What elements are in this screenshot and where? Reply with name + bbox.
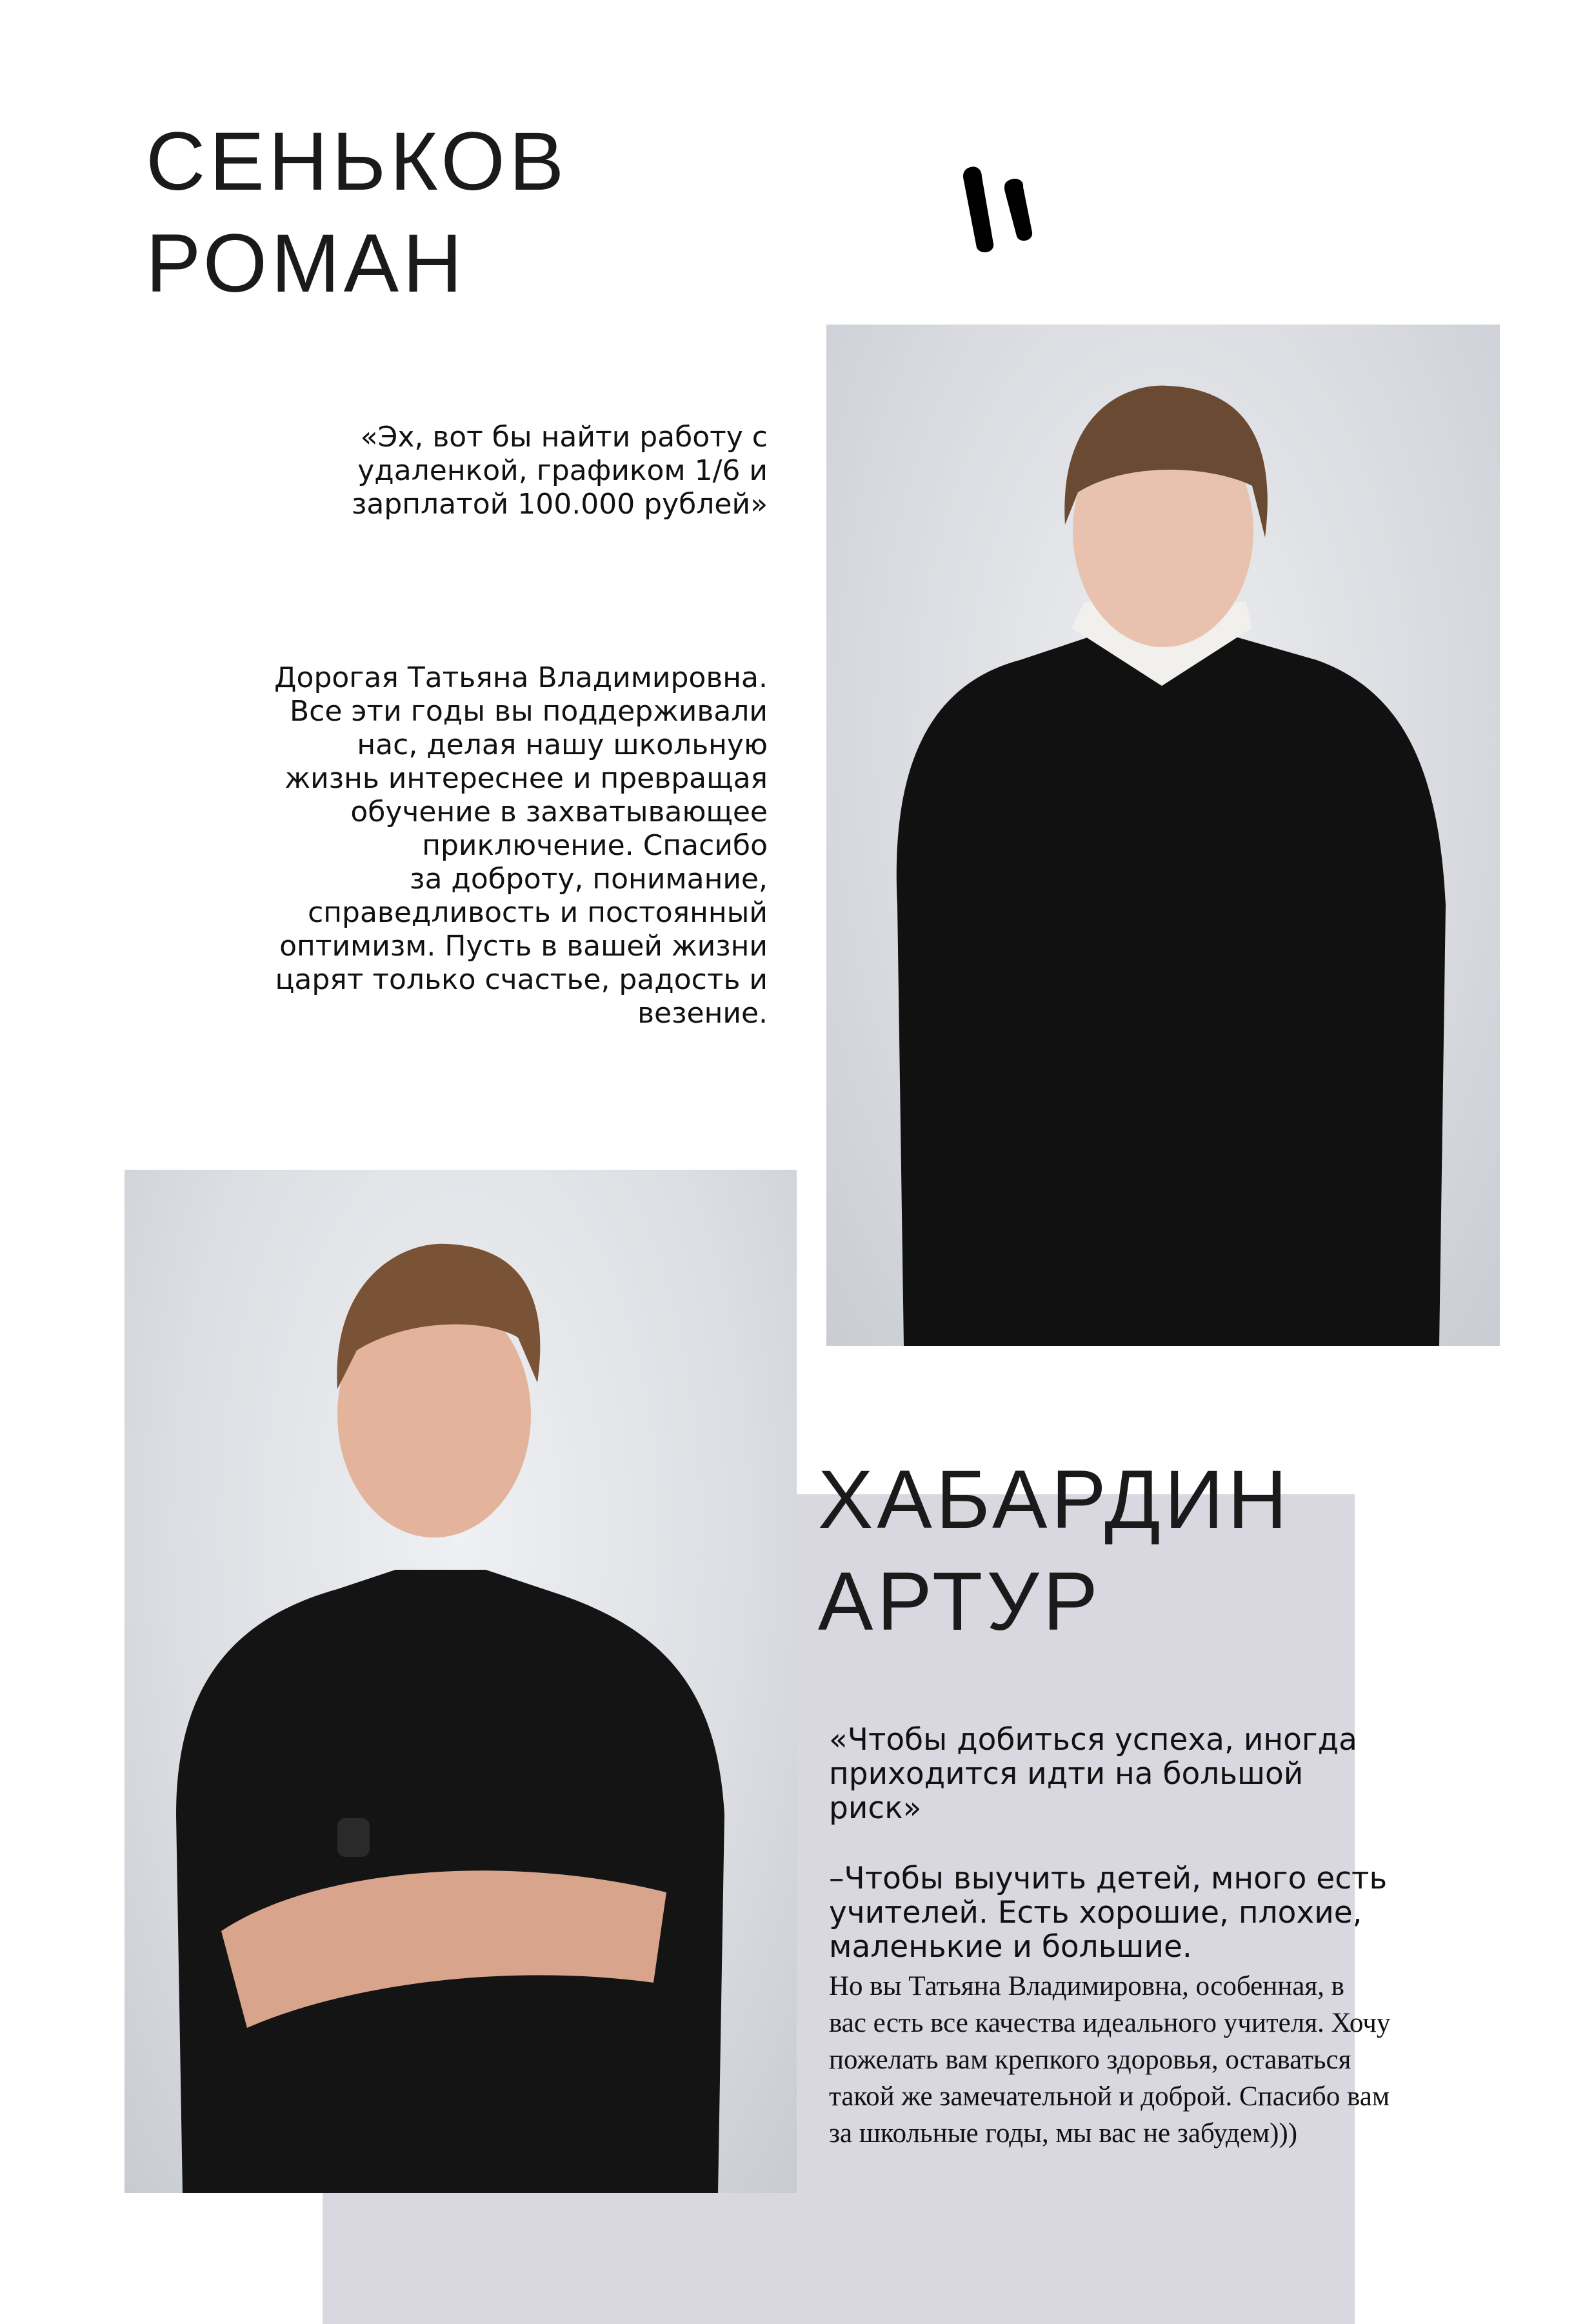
person1-letter bbox=[161, 661, 768, 1030]
letter-line: справедливость и постоянный bbox=[308, 896, 768, 929]
message-line: –Чтобы выучить детей, много есть bbox=[829, 1861, 1388, 1896]
letter-line: обучение в захватывающее bbox=[350, 796, 768, 828]
quote-mark-icon bbox=[955, 161, 1045, 258]
quote-line: «Чтобы добиться успеха, иногда bbox=[829, 1722, 1357, 1758]
photo-senkov-roman bbox=[826, 325, 1500, 1346]
name-line: ХАБАРДИН bbox=[818, 1454, 1291, 1546]
person2-message bbox=[829, 1861, 1474, 1964]
letter-line: приключение. Спасибо bbox=[422, 829, 768, 862]
quote-line: удаленкой, графиком 1/6 и bbox=[357, 454, 768, 487]
person2-message-serif bbox=[829, 1968, 1506, 2152]
message-line: Но вы Татьяна Владимировна, особенная, в bbox=[829, 1971, 1344, 2001]
photo-khabardin-artur bbox=[125, 1170, 797, 2193]
letter-line: Все эти годы вы поддерживали bbox=[289, 695, 768, 728]
quote-line: «Эх, вот бы найти работу с bbox=[360, 421, 768, 454]
name-line: АРТУР bbox=[818, 1556, 1102, 1648]
letter-line: жизнь интереснее и превращая bbox=[284, 762, 768, 795]
quote-line: зарплатой 100.000 рублей» bbox=[351, 488, 768, 521]
message-line: пожелать вам крепкого здоровья, оставаться bbox=[829, 2045, 1351, 2075]
message-line: маленькие и большие. bbox=[829, 1929, 1192, 1965]
quote-line: приходится идти на большой bbox=[829, 1756, 1304, 1792]
person1-quote bbox=[194, 421, 768, 521]
person1-name bbox=[146, 111, 568, 315]
letter-line: Дорогая Татьяна Владимировна. bbox=[274, 661, 768, 694]
message-line: учителей. Есть хорошие, плохие, bbox=[829, 1895, 1362, 1930]
person2-name bbox=[818, 1449, 1291, 1653]
letter-line: оптимизм. Пусть в вашей жизни bbox=[279, 930, 768, 963]
letter-line: нас, делая нашу школьную bbox=[357, 728, 768, 761]
letter-line: за доброту, понимание, bbox=[410, 863, 768, 896]
message-line: за школьные годы, мы вас не забудем))) bbox=[829, 2118, 1298, 2149]
quote-line: риск» bbox=[829, 1790, 922, 1826]
name-line: СЕНЬКОВ bbox=[146, 115, 568, 208]
letter-line: везение. bbox=[637, 997, 768, 1030]
letter-line: царят только счастье, радость и bbox=[275, 963, 768, 996]
person2-quote bbox=[829, 1723, 1442, 1825]
message-line: вас есть все качества идеального учителя. Хочу bbox=[829, 2008, 1391, 2038]
name-line: РОМАН bbox=[146, 217, 466, 310]
message-line: такой же замечательной и доброй. Спасибо вам bbox=[829, 2081, 1390, 2112]
